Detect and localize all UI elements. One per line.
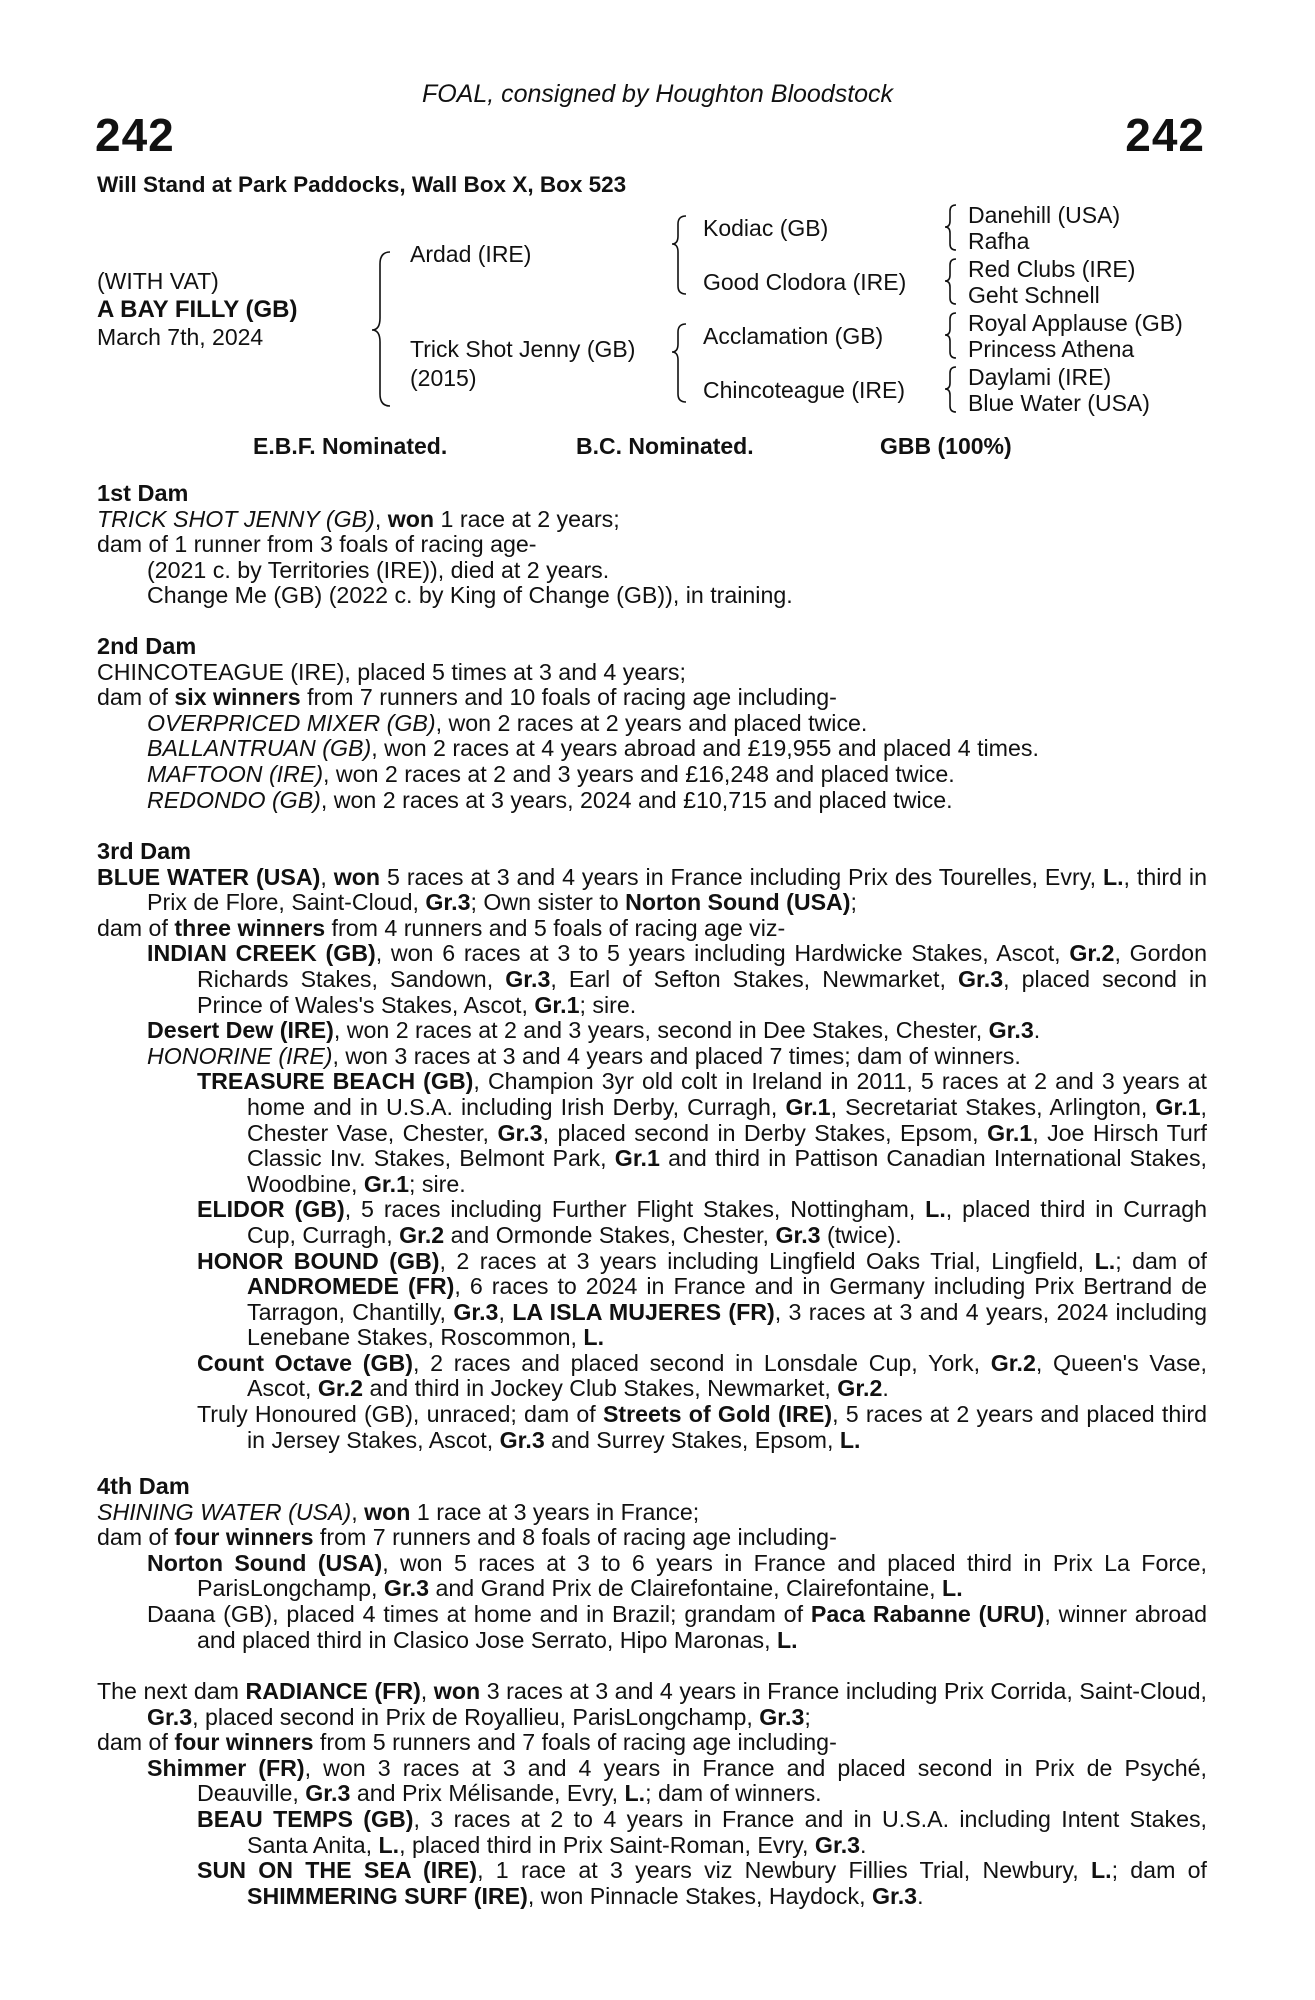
text-run: , won 3 races at 3 and 4 years in France and placed second in Prix de Psyché, Deauville, bbox=[197, 1754, 1207, 1807]
first-dam-section bbox=[97, 481, 1207, 609]
text-run: Gr.1 bbox=[614, 1145, 660, 1172]
fourth-dam-offspring-daana bbox=[97, 1602, 1207, 1653]
text-run: won bbox=[333, 863, 381, 890]
text-run: Streets of Gold (IRE) bbox=[602, 1401, 833, 1428]
text-run: The next dam bbox=[97, 1678, 246, 1704]
text-run: ; dam of bbox=[1111, 1857, 1207, 1884]
text-run: and third in Pattison Canadian International Stakes, Woodbine, bbox=[247, 1145, 1207, 1197]
text-run: ; dam of bbox=[1115, 1247, 1207, 1274]
lot-name: A BAY FILLY (GB) bbox=[97, 296, 298, 323]
second-dam-heading: 2nd Dam bbox=[97, 633, 197, 659]
text-run: ; sire. bbox=[579, 991, 637, 1018]
text-run: , 5 races including Further Flight Stakes, Nottingham, bbox=[344, 1196, 926, 1223]
text-run: SUN ON THE SEA (IRE) bbox=[197, 1857, 478, 1884]
text-run: and third in Jockey Club Stakes, Newmarket, bbox=[363, 1375, 838, 1402]
text-run: Gr.3 bbox=[759, 1703, 805, 1730]
third-dam-record bbox=[97, 865, 1207, 916]
first-dam-foal-2021: (2021 c. by Territories (IRE)), died at 2 years. bbox=[147, 556, 610, 583]
bc-nominated: B.C. Nominated. bbox=[576, 433, 754, 459]
vat-note: (WITH VAT) bbox=[97, 268, 219, 294]
third-dam-offspring-honorine bbox=[97, 1044, 1207, 1070]
text-run: , Queen's Vase, Ascot, bbox=[247, 1349, 1207, 1402]
text-run: , placed third in Curragh Cup, Curragh, bbox=[247, 1196, 1208, 1248]
text-run: L. bbox=[1094, 1247, 1116, 1274]
text-run: ELIDOR (GB) bbox=[197, 1196, 345, 1223]
ped-g3-3: Red Clubs (IRE) bbox=[968, 256, 1136, 282]
second-dam-line: CHINCOTEAGUE (IRE), placed 5 times at 3 and 4 years; bbox=[97, 658, 686, 685]
text-run: HONOR BOUND (GB) bbox=[197, 1247, 440, 1274]
text-run: , placed second in Prince of Wales's Stakes, Ascot, bbox=[197, 965, 1207, 1018]
brace-g3-1 bbox=[945, 205, 956, 250]
text-run: , bbox=[420, 1678, 434, 1704]
text-run: . bbox=[917, 1882, 924, 1909]
text-run: Paca Rabanne (URU) bbox=[810, 1600, 1045, 1627]
text-run: Desert Dew (IRE) bbox=[147, 1017, 334, 1044]
text-run: Gr.3 bbox=[814, 1831, 861, 1858]
text-run: and Surrey Stakes, Epsom, bbox=[544, 1426, 840, 1453]
text-run: SHIMMERING SURF (IRE) bbox=[247, 1882, 528, 1909]
text-run: Gr.1 bbox=[1155, 1093, 1201, 1120]
text-run: , Secretariat Stakes, Arlington, bbox=[830, 1093, 1156, 1120]
ped-g3-5: Royal Applause (GB) bbox=[968, 310, 1183, 336]
text-run: 1 race at 3 years in France; bbox=[410, 1498, 700, 1525]
text-run: , bbox=[351, 1498, 365, 1525]
offspring-record: , won 2 races at 2 and 3 years and £16,248 and placed twice. bbox=[323, 760, 955, 787]
ped-g3-6: Princess Athena bbox=[968, 336, 1135, 362]
text-run: LA ISLA MUJERES (FR) bbox=[512, 1298, 775, 1325]
text-run: 5 races at 3 and 4 years in France including Prix des Tourelles, Evry, bbox=[380, 863, 1103, 890]
second-dam-offspring bbox=[97, 762, 1207, 788]
ped-g3-8: Blue Water (USA) bbox=[968, 390, 1150, 416]
text-run: . bbox=[882, 1375, 889, 1402]
text-run: Gr.2 bbox=[1069, 940, 1115, 967]
text-run: , winner abroad and placed third in Clasico Jose Serrato, Hipo Maronas, bbox=[197, 1600, 1207, 1653]
offspring-name: BALLANTRUAN (GB) bbox=[147, 735, 372, 762]
grandchild-truly-honoured bbox=[97, 1402, 1207, 1453]
text-run: from 4 runners and 5 foals of racing age viz- bbox=[325, 914, 786, 941]
text-run: six winners bbox=[174, 684, 301, 711]
sire-sire: Kodiac (GB) bbox=[703, 215, 829, 241]
dam-year: (2015) bbox=[410, 365, 477, 391]
text-run: Norton Sound (USA) bbox=[147, 1549, 383, 1576]
brace-gen1 bbox=[372, 252, 390, 406]
grandchild-treasure-beach bbox=[97, 1069, 1207, 1197]
third-dam-offspring-desert-dew bbox=[97, 1018, 1207, 1044]
text-run: , won 3 races at 3 and 4 years and placed 7 times; dam of winners. bbox=[332, 1042, 1021, 1069]
text-run: Norton Sound (USA) bbox=[625, 889, 851, 916]
offspring-name: REDONDO (GB) bbox=[147, 786, 321, 813]
first-dam-record: 1 race at 2 years; bbox=[434, 505, 620, 532]
third-dam-produce-summary bbox=[97, 916, 1207, 942]
stand-location: Will Stand at Park Paddocks, Wall Box X, Box 523 bbox=[97, 172, 627, 197]
offspring-name: OVERPRICED MIXER (GB) bbox=[147, 709, 436, 736]
grandchild-sun-on-the-sea bbox=[97, 1858, 1207, 1909]
text-run: . bbox=[860, 1831, 867, 1858]
text-run: Gr.3 bbox=[305, 1780, 351, 1807]
third-dam-section bbox=[97, 839, 1207, 1453]
text-run: , Earl of Sefton Stakes, Newmarket, bbox=[550, 965, 958, 992]
ped-g3-7: Daylami (IRE) bbox=[968, 364, 1112, 390]
first-dam-foal-2022: Change Me (GB) (2022 c. by King of Change (GB)), in training. bbox=[147, 582, 793, 609]
ped-g3-1: Danehill (USA) bbox=[968, 202, 1121, 228]
text-run: dam of bbox=[97, 1524, 175, 1551]
text-run: Gr.2 bbox=[317, 1375, 364, 1402]
text-run: L. bbox=[1102, 863, 1124, 890]
text-run: Gr.3 bbox=[505, 965, 551, 992]
text-run: , Champion 3yr old colt in Ireland in 2011, 5 races at 2 and 3 years at home and in U.S.A. including Irish Derby, Curragh, bbox=[247, 1068, 1207, 1120]
brace-g3-2 bbox=[945, 259, 956, 304]
text-run: and Ormonde Stakes, Chester, bbox=[444, 1221, 776, 1248]
text-run: L. bbox=[839, 1426, 861, 1453]
text-run: Gr.3 bbox=[988, 1017, 1034, 1044]
text-run: , placed third in Prix Saint-Roman, Evry, bbox=[399, 1831, 815, 1858]
offspring-name: MAFTOON (IRE) bbox=[147, 760, 324, 787]
text-run: ; bbox=[850, 889, 857, 916]
text-run: ; dam of winners. bbox=[645, 1780, 822, 1807]
text-run: , 3 races at 2 to 4 years in France and in U.S.A. including Intent Stakes, Santa Anita, bbox=[247, 1805, 1207, 1858]
text-run: , 2 races and placed second in Lonsdale Cup, York, bbox=[412, 1349, 991, 1376]
text-run: Gr.2 bbox=[837, 1375, 883, 1402]
text-run: , third in Prix de Flore, Saint-Cloud, bbox=[147, 863, 1207, 916]
fourth-dam-offspring-norton-sound bbox=[97, 1551, 1207, 1602]
next-dam-produce-summary bbox=[97, 1730, 1207, 1756]
text-run: from 7 runners and 8 foals of racing age including- bbox=[313, 1524, 837, 1551]
first-dam-line: TRICK SHOT JENNY (GB), won 1 race at 2 years; bbox=[97, 505, 620, 532]
text-run: BLUE WATER (USA) bbox=[97, 863, 321, 890]
text-run: from 7 runners and 10 foals of racing age including- bbox=[300, 684, 837, 711]
text-run: Gr.3 bbox=[871, 1882, 918, 1909]
ebf-nominated: E.B.F. Nominated. bbox=[253, 433, 448, 459]
grandchild-elidor bbox=[97, 1197, 1207, 1248]
first-dam-name: TRICK SHOT JENNY (GB) bbox=[97, 505, 375, 532]
text-run: four winners bbox=[174, 1729, 314, 1756]
dam-sire: Acclamation (GB) bbox=[703, 323, 884, 349]
text-run: Gr.2 bbox=[990, 1349, 1036, 1376]
first-dam-won: won bbox=[387, 505, 435, 532]
text-run: Gr.1 bbox=[785, 1093, 831, 1120]
text-run: , 5 races at 2 years and placed third in Jersey Stakes, Ascot, bbox=[247, 1401, 1207, 1453]
text-run: L. bbox=[942, 1575, 963, 1602]
offspring-record: , won 2 races at 3 years, 2024 and £10,715 and placed twice. bbox=[320, 786, 953, 813]
text-run: Daana (GB), placed 4 times at home and in Brazil; grandam of bbox=[147, 1600, 811, 1627]
text-run: L. bbox=[583, 1324, 605, 1351]
text-run: ANDROMEDE (FR) bbox=[247, 1273, 455, 1300]
text-run: , Gordon Richards Stakes, Sandown, bbox=[197, 940, 1207, 992]
text-run: L. bbox=[776, 1626, 798, 1653]
text-run: HONORINE (IRE) bbox=[147, 1042, 333, 1069]
text-run: Gr.3 bbox=[958, 965, 1004, 992]
next-dam-section bbox=[97, 1679, 1207, 1909]
text-run: Gr.3 bbox=[775, 1221, 821, 1248]
text-run: Gr.3 bbox=[383, 1575, 430, 1602]
text-run: , won Pinnacle Stakes, Haydock, bbox=[527, 1882, 872, 1909]
text-run: , won 6 races at 3 to 5 years including Hardwicke Stakes, Ascot, bbox=[375, 940, 1070, 967]
fourth-dam-record bbox=[97, 1500, 1207, 1526]
brace-g3-4 bbox=[945, 367, 956, 412]
text-run: Gr.2 bbox=[399, 1221, 445, 1248]
text-run: 3 races at 3 and 4 years in France including Prix Corrida, Saint-Cloud, bbox=[480, 1678, 1208, 1704]
second-dam-offspring bbox=[97, 711, 1207, 737]
text-run: , bbox=[320, 863, 334, 890]
text-run: RADIANCE (FR) bbox=[245, 1678, 421, 1704]
text-run: L. bbox=[624, 1780, 646, 1807]
text-run: BEAU TEMPS (GB) bbox=[197, 1805, 414, 1832]
grandchild-honor-bound bbox=[97, 1249, 1207, 1351]
text-run: four winners bbox=[174, 1524, 314, 1551]
brace-sire bbox=[672, 216, 686, 294]
text-run: Gr.3 bbox=[147, 1703, 193, 1730]
brace-dam bbox=[672, 324, 686, 402]
text-run: and Prix Mélisande, Evry, bbox=[350, 1780, 625, 1807]
text-run: . bbox=[1033, 1017, 1041, 1044]
ped-g3-4: Geht Schnell bbox=[968, 282, 1100, 308]
text-run: ; bbox=[804, 1703, 811, 1730]
offspring-record: , won 2 races at 2 years and placed twice. bbox=[435, 709, 868, 736]
grandchild-beau-temps bbox=[97, 1807, 1207, 1858]
first-dam-produce-summary: dam of 1 runner from 3 foals of racing age- bbox=[97, 531, 537, 558]
dam-dam: Chincoteague (IRE) bbox=[703, 377, 905, 403]
text-run: , Joe Hirsch Turf Classic Inv. Stakes, Belmont Park, bbox=[247, 1119, 1207, 1172]
ped-g3-2: Rafha bbox=[968, 228, 1030, 254]
text-run: from 5 runners and 7 foals of racing age including- bbox=[313, 1729, 837, 1756]
second-dam-offspring bbox=[97, 736, 1207, 762]
text-run: ; sire. bbox=[409, 1170, 466, 1197]
lot-number-right: 242 bbox=[1125, 109, 1205, 161]
third-dam-offspring-indian-creek bbox=[97, 941, 1207, 1018]
text-run: won bbox=[364, 1498, 411, 1525]
text-run: Gr.1 bbox=[534, 991, 580, 1018]
text-run: INDIAN CREEK (GB) bbox=[147, 940, 376, 967]
text-run: dam of bbox=[97, 914, 175, 941]
text-run: Gr.3 bbox=[497, 1119, 543, 1146]
text-run: , placed second in Derby Stakes, Epsom, bbox=[542, 1119, 988, 1146]
text-run: Gr.3 bbox=[499, 1426, 545, 1453]
pedigree-braces bbox=[0, 0, 1315, 440]
text-run: Shimmer (FR) bbox=[147, 1754, 305, 1781]
text-run: , won 2 races at 2 and 3 years, second in Dee Stakes, Chester, bbox=[333, 1017, 989, 1044]
text-run: , Chester Vase, Chester, bbox=[247, 1093, 1207, 1146]
text-run: Truly Honoured (GB), unraced; dam of bbox=[197, 1401, 603, 1428]
text-run: TREASURE BEACH (GB) bbox=[197, 1068, 474, 1095]
dam: Trick Shot Jenny (GB) bbox=[410, 336, 636, 362]
third-dam-heading: 3rd Dam bbox=[97, 838, 192, 864]
fourth-dam-heading: 4th Dam bbox=[97, 1473, 190, 1499]
text-run: L. bbox=[925, 1196, 946, 1223]
text-run: , won 5 races at 3 to 6 years in France and placed third in Prix La Force, ParisLongchamp, bbox=[197, 1549, 1207, 1602]
text-run: , placed second in Prix de Royallieu, ParisLongchamp, bbox=[192, 1703, 760, 1730]
sire-dam: Good Clodora (IRE) bbox=[703, 269, 907, 295]
text-run: and Grand Prix de Clairefontaine, Clairefontaine, bbox=[429, 1575, 943, 1602]
fourth-dam-section bbox=[97, 1474, 1207, 1653]
text-run: dam of bbox=[97, 684, 175, 711]
brace-g3-3 bbox=[945, 313, 956, 358]
text-run: , 2 races at 3 years including Lingfield Oaks Trial, Lingfield, bbox=[439, 1247, 1095, 1274]
fourth-dam-produce-summary bbox=[97, 1525, 1207, 1551]
lot-number-left: 242 bbox=[95, 109, 175, 161]
text-run: (twice). bbox=[820, 1221, 902, 1248]
text-run: Gr.1 bbox=[363, 1170, 410, 1197]
next-dam-offspring-shimmer bbox=[97, 1756, 1207, 1807]
text-run: Gr.3 bbox=[425, 889, 471, 916]
text-run: Gr.3 bbox=[453, 1298, 499, 1325]
text-run: SHINING WATER (USA) bbox=[97, 1498, 352, 1525]
text-run: Gr.1 bbox=[987, 1119, 1033, 1146]
second-dam-produce-summary bbox=[97, 685, 1207, 711]
text-run: three winners bbox=[174, 914, 326, 941]
gbb-status: GBB (100%) bbox=[880, 433, 1012, 459]
consignment-line: FOAL, consigned by Houghton Bloodstock bbox=[421, 80, 894, 108]
grandchild-count-octave bbox=[97, 1351, 1207, 1402]
second-dam-offspring bbox=[97, 788, 1207, 814]
next-dam-record bbox=[97, 1679, 1207, 1730]
first-dam-heading: 1st Dam bbox=[97, 480, 189, 506]
text-run: , 1 race at 3 years viz Newbury Fillies Trial, Newbury, bbox=[477, 1857, 1091, 1884]
text-run: , 3 races at 3 and 4 years, 2024 including Lenebane Stakes, Roscommon, bbox=[247, 1298, 1207, 1351]
foaling-date: March 7th, 2024 bbox=[97, 324, 264, 350]
sire: Ardad (IRE) bbox=[410, 241, 532, 267]
text-run: won bbox=[433, 1678, 481, 1704]
text-run: , bbox=[498, 1298, 513, 1325]
text-run: L. bbox=[1090, 1857, 1112, 1884]
offspring-record: , won 2 races at 4 years abroad and £19,955 and placed 4 times. bbox=[371, 735, 1039, 762]
second-dam-section bbox=[97, 634, 1207, 813]
text-run: dam of bbox=[97, 1729, 175, 1756]
text-run: L. bbox=[378, 1831, 400, 1858]
text-run: Count Octave (GB) bbox=[197, 1349, 413, 1376]
text-run: ; Own sister to bbox=[470, 889, 626, 916]
text-run: , 6 races to 2024 in France and in Germany including Prix Bertrand de Tarragon, Chantilly, bbox=[247, 1273, 1207, 1325]
